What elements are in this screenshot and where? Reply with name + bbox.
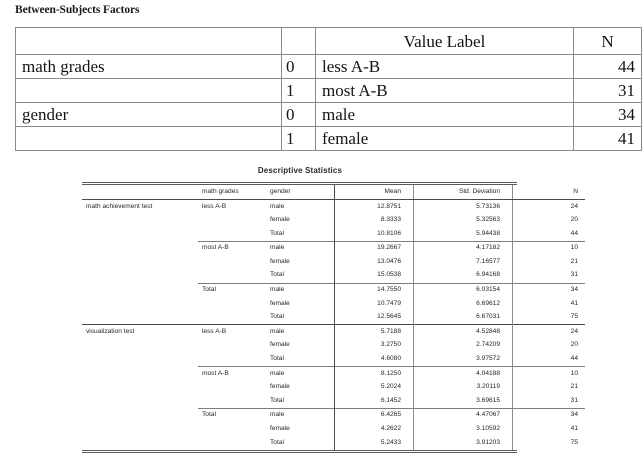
table-row [82, 200, 585, 214]
table-row [82, 367, 585, 381]
table-row [82, 381, 585, 395]
cell-n: 31 [513, 394, 586, 408]
cell-gender: male [266, 367, 335, 381]
cell-dependent-variable [82, 297, 198, 311]
cell-std-deviation: 5.94438 [414, 227, 513, 241]
table-row [82, 408, 585, 422]
cell-std-deviation: 4.17182 [414, 241, 513, 255]
cell-factor: gender [16, 103, 282, 127]
cell-n: 31 [513, 269, 586, 283]
table-header-row [82, 185, 585, 200]
cell-math-grades [198, 227, 266, 241]
cell-mean: 6.1452 [335, 394, 414, 408]
cell-gender: female [270, 425, 290, 432]
table-row [82, 297, 585, 311]
cell-value-label: most A-B [316, 79, 574, 103]
cell-n: 21 [513, 381, 586, 395]
table-row [82, 436, 585, 450]
cell-math-grades: Total [198, 408, 266, 422]
cell-n: 75 [513, 436, 586, 450]
cell-n: 31 [574, 79, 642, 103]
cell-gender: male [266, 325, 335, 339]
cell-math-grades: less A-B [198, 325, 266, 339]
cell-n: 20 [513, 339, 586, 353]
cell-std-deviation: 3.20119 [414, 381, 513, 395]
cell-n: 10 [513, 367, 586, 381]
cell-math-grades [198, 436, 266, 450]
cell-std-deviation: 3.91203 [414, 436, 513, 450]
cell-dependent-variable [82, 241, 198, 255]
cell-math-grades [198, 381, 266, 395]
cell-code: 0 [282, 55, 316, 79]
cell-mean: 8.1250 [335, 367, 414, 381]
cell-gender: female [270, 383, 290, 391]
cell-std-deviation: 3.97572 [414, 353, 513, 367]
column-header-value-label: Value Label [316, 28, 574, 55]
cell-math-grades [198, 311, 266, 325]
cell-n: 24 [513, 325, 586, 339]
cell-value-label: less A-B [316, 55, 574, 79]
cell-math-grades: Total [198, 283, 266, 297]
cell-std-deviation: 3.10592 [414, 423, 513, 437]
cell-gender: female [270, 341, 290, 349]
cell-mean: 5.2024 [335, 381, 414, 395]
cell-factor [16, 79, 282, 103]
cell-mean: 5.2433 [335, 436, 414, 450]
table-row [82, 325, 585, 339]
cell-n: 20 [513, 214, 586, 228]
cell-factor [16, 127, 282, 151]
cell-mean: 10.7479 [335, 297, 414, 311]
table-row [82, 311, 585, 325]
column-header-dependent [82, 185, 198, 200]
cell-math-grades [198, 269, 266, 283]
cell-mean: 13.0476 [335, 255, 414, 269]
cell-n: 41 [513, 297, 586, 311]
cell-math-grades [198, 255, 266, 269]
table-row [16, 55, 642, 79]
cell-mean: 8.3333 [335, 214, 414, 228]
cell-dependent-variable [82, 353, 198, 367]
cell-gender: male [266, 408, 335, 422]
cell-math-grades [198, 353, 266, 367]
cell-value-label: female [316, 127, 574, 151]
cell-mean: 19.2667 [335, 241, 414, 255]
cell-dependent-variable [82, 214, 198, 228]
cell-gender: Total [270, 271, 284, 279]
cell-code: 1 [282, 127, 316, 151]
table-row [16, 103, 642, 127]
column-header-n: N [574, 28, 642, 55]
cell-math-grades: less A-B [198, 200, 266, 214]
cell-dependent-variable [82, 408, 198, 422]
cell-gender: male [266, 200, 335, 214]
cell-dependent-variable [82, 381, 198, 395]
cell-std-deviation: 2.74209 [414, 339, 513, 353]
cell-dependent-variable [82, 436, 198, 450]
cell-mean: 10.8106 [335, 227, 414, 241]
table-row [82, 283, 585, 297]
table-row [82, 214, 585, 228]
cell-n: 44 [513, 353, 586, 367]
cell-std-deviation: 5.32563 [414, 214, 513, 228]
cell-factor: math grades [16, 55, 282, 79]
cell-gender: Total [270, 313, 284, 321]
cell-n: 10 [513, 241, 586, 255]
cell-std-deviation: 6.69612 [414, 297, 513, 311]
cell-mean: 15.0538 [335, 269, 414, 283]
cell-gender: female [270, 257, 290, 265]
cell-gender: female [270, 216, 290, 224]
cell-n: 34 [574, 103, 642, 127]
cell-std-deviation: 4.52848 [414, 325, 513, 339]
table-row [16, 127, 642, 151]
cell-std-deviation: 7.16577 [414, 255, 513, 269]
cell-n: 44 [513, 227, 586, 241]
table-row [82, 269, 585, 283]
cell-dependent-variable: visualization test [82, 325, 198, 339]
column-header-n: N [513, 185, 586, 200]
cell-gender: male [266, 241, 335, 255]
table-row [82, 241, 585, 255]
cell-mean: 12.8751 [335, 200, 414, 214]
table-header-row [16, 28, 642, 55]
cell-math-grades [198, 394, 266, 408]
cell-n: 34 [513, 408, 586, 422]
cell-n: 44 [574, 55, 642, 79]
cell-dependent-variable [82, 339, 198, 353]
cell-std-deviation: 6.03154 [414, 283, 513, 297]
cell-math-grades [198, 214, 266, 228]
cell-math-grades: most A-B [198, 241, 266, 255]
cell-gender: female [270, 299, 290, 307]
cell-n: 41 [513, 423, 586, 437]
cell-value-label: male [316, 103, 574, 127]
column-header-code [282, 28, 316, 55]
cell-code: 0 [282, 103, 316, 127]
cell-mean: 5.7188 [335, 325, 414, 339]
cell-mean: 3.2750 [335, 339, 414, 353]
column-header-mean: Mean [335, 185, 414, 200]
cell-gender: Total [270, 438, 284, 446]
cell-dependent-variable [82, 423, 198, 437]
cell-n: 41 [574, 127, 642, 151]
column-header-std-deviation: Std. Deviation [414, 185, 513, 200]
descriptive-statistics-title: Descriptive Statistics [257, 166, 343, 175]
table-row [82, 423, 585, 437]
cell-std-deviation: 3.69615 [414, 394, 513, 408]
cell-std-deviation: 4.04188 [414, 367, 513, 381]
cell-mean: 4.2622 [335, 423, 414, 437]
cell-dependent-variable [82, 255, 198, 269]
cell-dependent-variable: math achievement test [82, 200, 198, 214]
cell-math-grades [198, 423, 266, 437]
cell-math-grades: most A-B [198, 367, 266, 381]
cell-mean: 14.7550 [335, 283, 414, 297]
between-subjects-factors-title: Between-Subjects Factors [15, 4, 140, 16]
cell-n: 34 [513, 283, 586, 297]
cell-math-grades [198, 297, 266, 311]
cell-mean: 12.5645 [335, 311, 414, 325]
cell-gender: Total [270, 396, 284, 404]
descriptive-statistics-table-frame [82, 182, 578, 453]
cell-dependent-variable [82, 394, 198, 408]
cell-mean: 6.4265 [335, 408, 414, 422]
column-header-factor [16, 28, 282, 55]
cell-std-deviation: 6.94168 [414, 269, 513, 283]
table-row [82, 227, 585, 241]
column-header-gender: gender [266, 185, 335, 200]
table-row [82, 353, 585, 367]
cell-n: 75 [513, 311, 586, 325]
cell-std-deviation: 6.67031 [414, 311, 513, 325]
cell-n: 21 [513, 255, 586, 269]
cell-dependent-variable [82, 283, 198, 297]
cell-dependent-variable [82, 269, 198, 283]
table-row [82, 255, 585, 269]
cell-gender: Total [270, 229, 284, 237]
cell-math-grades [198, 339, 266, 353]
cell-n: 24 [513, 200, 586, 214]
cell-std-deviation: 4.47067 [414, 408, 513, 422]
cell-dependent-variable [82, 311, 198, 325]
cell-code: 1 [282, 79, 316, 103]
cell-dependent-variable [82, 367, 198, 381]
descriptive-statistics-table [82, 185, 585, 450]
between-subjects-factors-table [15, 27, 642, 151]
cell-dependent-variable [82, 227, 198, 241]
cell-gender: male [266, 283, 335, 297]
cell-gender: Total [270, 355, 284, 363]
cell-std-deviation: 5.73136 [414, 200, 513, 214]
table-row [82, 339, 585, 353]
column-header-math-grades: math grades [198, 185, 266, 200]
table-row [82, 394, 585, 408]
cell-mean: 4.6080 [335, 353, 414, 367]
table-row [16, 79, 642, 103]
